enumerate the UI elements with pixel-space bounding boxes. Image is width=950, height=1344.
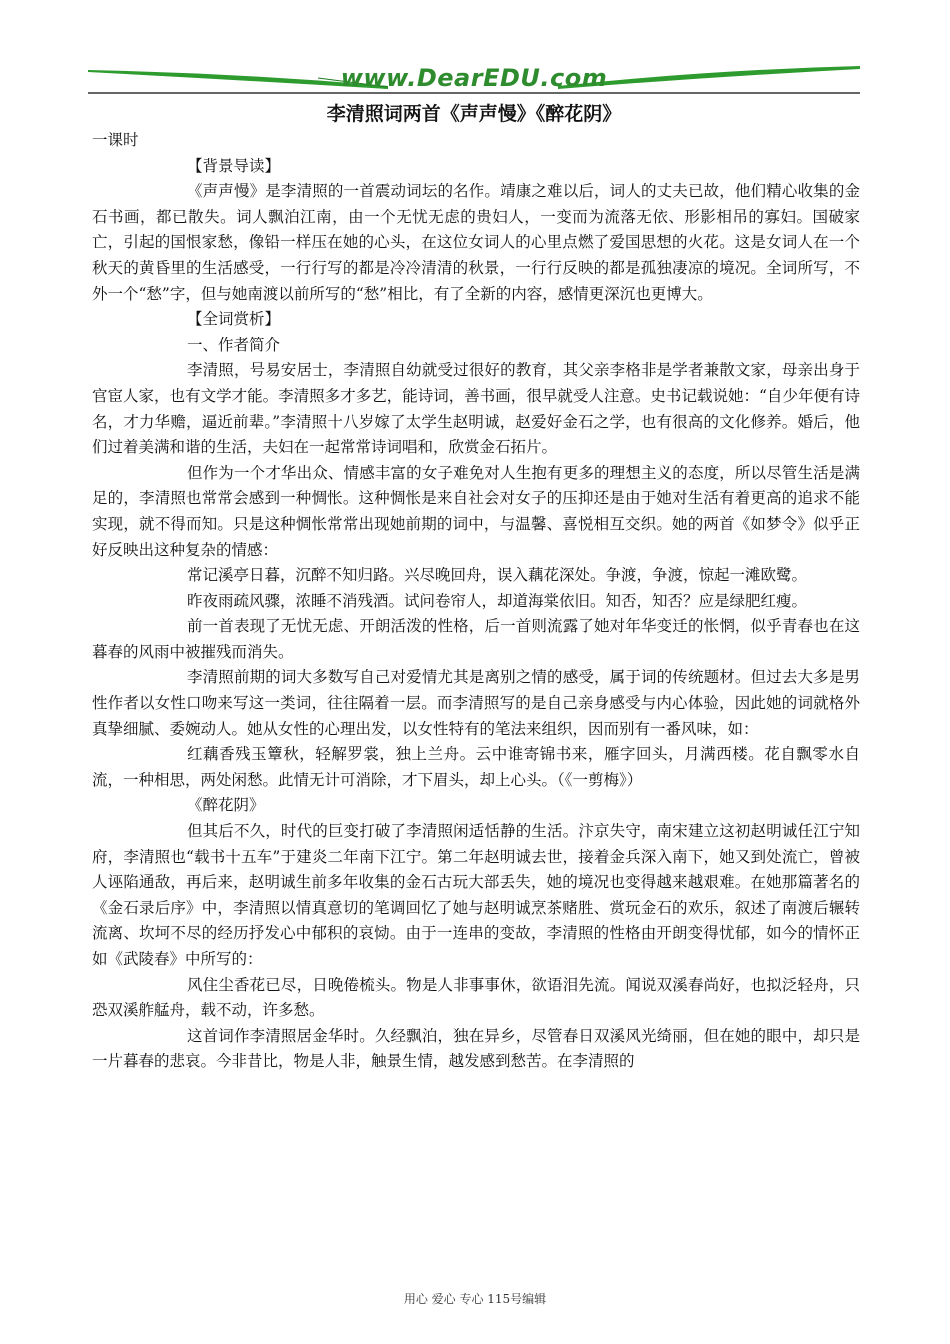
- document-body: [92, 128, 860, 1075]
- paragraph: 《声声慢》是李清照的一首震动词坛的名作。靖康之难以后，词人的丈夫已故，他们精心收集的金石书画，都已散失。词人飘泊江南，由一个无忧无虑的贵妇人，一变而为流落无依、形影相吊的寡妇。国破家亡，引起的国恨家愁，像铅一样压在她的心头，在这位女词人的心里点燃了爱国思想的火花。这是女词人在一个秋天的黄昏里的生活感受，一行行写的都是冷冷清清的秋景，一行行反映的都是孤独凄凉的境况。全词所写，不外一个“愁”字，但与她南渡以前所写的“愁”相比，有了全新的内容，感情更深沉也更博大。: [92, 182, 860, 303]
- paragraph: 这首词作李清照居金华时。久经飘泊，独在异乡，尽管春日双溪风光绮丽，但在她的眼中，却只是一片暮春的悲哀。今非昔比，物是人非，触景生情，越发感到愁苦。在李清照的: [92, 1026, 860, 1071]
- subsection-heading: 一、作者简介: [187, 335, 281, 354]
- poem-quote: 风住尘香花已尽，日晚倦梳头。物是人非事事休，欲语泪先流。闻说双溪春尚好，也拟泛轻舟，只恐双溪舴艋舟，载不动，许多愁。: [92, 975, 860, 1020]
- site-logo-text: www.DearEDU.com: [340, 64, 608, 92]
- paragraph: 李清照前期的词大多数写自己对爱情尤其是离别之情的感受，属于词的传统题材。但过去大多是男性作者以女性口吻来写这一类词，往往隔着一层。而李清照写的是自己亲身感受与内心体验，因此她的词就格外真挚细腻、委婉动人。她从女性的心理出发，以女性特有的笔法来组织，因而别有一番风味，如：: [92, 668, 860, 738]
- section-heading-background: 【背景导读】: [187, 156, 281, 175]
- paragraph: 但作为一个才华出众、情感丰富的女子难免对人生抱有更多的理想主义的态度，所以尽管生活是满足的，李清照也常常会感到一种惆怅。这种惆怅是来自社会对女子的压抑还是由于她对生活有着更高的追求不能实现，就不得而知。只是这种惆怅常常出现她前期的词中，与温馨、喜悦相互交织。她的两首《如梦令》似乎正好反映出这种复杂的情感：: [92, 463, 860, 559]
- paragraph: 前一首表现了无忧无虑、开朗活泼的性格，后一首则流露了她对年华变迁的怅惘，似乎青春也在这暮春的风雨中被摧残而消失。: [92, 617, 860, 661]
- paragraph: 李清照，号易安居士，李清照自幼就受过很好的教育，其父亲李格非是学者兼散文家，母亲出身于官宦人家，也有文学才能。李清照多才多艺，能诗词，善书画，很早就受人注意。史书记载说她：“自少年便有诗名，才力华赡，逼近前辈。”李清照十八岁嫁了太学生赵明诚，赵爱好金石之学，也有很高的文化修养。婚后，他们过着美满和谐的生活，夫妇在一起常常诗词唱和，欣赏金石拓片。: [92, 361, 860, 457]
- poem-quote: 红藕香残玉簟秋，轻解罗裳，独上兰舟。云中谁寄锦书来，雁字回头，月满西楼。花自飘零水自流，一种相思，两处闲愁。此情无计可消除，才下眉头，却上心头。（《一剪梅》）: [92, 745, 860, 789]
- poem-quote: 常记溪亭日暮，沉醉不知归路。兴尽晚回舟，误入藕花深处。争渡，争渡，惊起一滩欧鹭。: [187, 566, 808, 585]
- poem-quote: 昨夜雨疏风骤，浓睡不消残酒。试问卷帘人，却道海棠依旧。知否，知否？应是绿肥红瘦。: [187, 591, 808, 610]
- page-footer: 用心 爱心 专心 115号编辑: [403, 1292, 547, 1306]
- paragraph: 但其后不久，时代的巨变打破了李清照闲适恬静的生活。汴京失守，南宋建立这初赵明诚任江宁知府，李清照也“载书十五车”于建炎二年南下江宁。第二年赵明诚去世，接着金兵深入南下，她又到处流亡，曾被人诬陷通敌，再后来，赵明诚生前多年收集的金石古玩大部丢失，她的境况也变得越来越艰难。在她那篇著名的《金石录后序》中，李清照以情真意切的笔调回忆了她与赵明诚烹茶赌胜、赏玩金石的欢乐，叙述了南渡后辗转流离、坎坷不尽的经历抒发心中郁积的哀恸。由于一连串的变故，李清照的性格由开朗变得忧郁，如今的情怀正如《武陵春》中所写的：: [92, 822, 860, 968]
- site-header-banner: [88, 60, 860, 94]
- lesson-length: 一课时: [92, 131, 139, 149]
- section-heading-appreciation: 【全词赏析】: [187, 310, 281, 329]
- page-title: 李清照词两首《声声慢》《醉花阴》: [326, 103, 622, 125]
- poem-title: 《醉花阴》: [187, 796, 265, 815]
